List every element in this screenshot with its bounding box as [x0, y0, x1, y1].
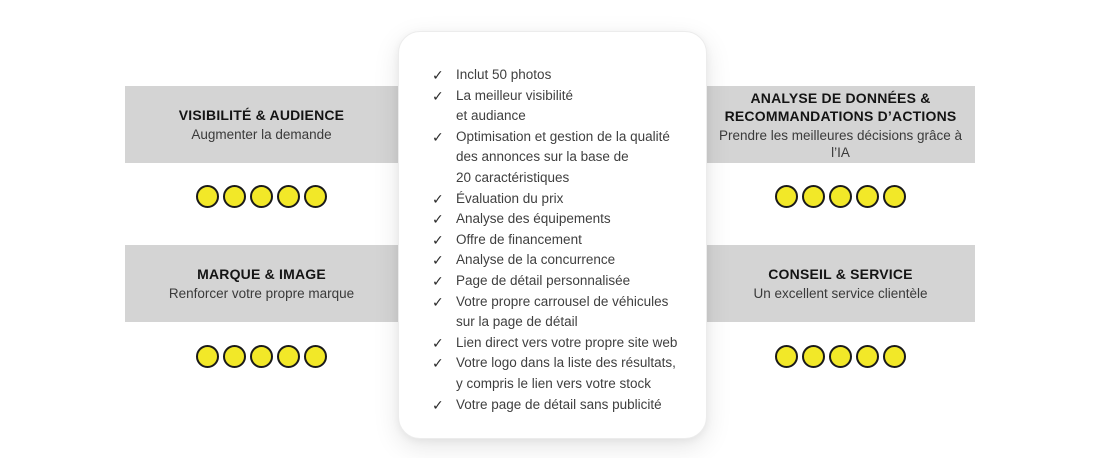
rating-circle: [856, 345, 879, 368]
quadrant-title: VISIBILITÉ & AUDIENCE: [178, 107, 345, 123]
quadrant-subtitle: Un excellent service clientèle: [753, 286, 928, 301]
checklist-item-text: Analyse des équipements: [456, 211, 611, 227]
check-icon: ✓: [432, 211, 444, 228]
rating-circles: [125, 185, 398, 208]
checklist: [432, 65, 686, 415]
check-icon: ✓: [432, 272, 444, 289]
checklist-item-text: La meilleur visibilité et audiance: [456, 87, 574, 124]
rating-circle: [196, 345, 219, 368]
checklist-item: [432, 209, 686, 230]
rating-circle: [223, 185, 246, 208]
quadrant-subtitle: Augmenter la demande: [191, 127, 332, 142]
checklist-item-text: Évaluation du prix: [456, 190, 564, 206]
check-icon: ✓: [432, 396, 444, 413]
check-icon: ✓: [432, 355, 444, 372]
checklist-item: [432, 292, 686, 333]
checklist-item: [432, 353, 686, 394]
check-icon: ✓: [432, 87, 444, 104]
quadrant-title: ANALYSE DE DONNÉES & RECOMMANDATIONS D’ACTIONS: [724, 89, 957, 124]
quadrant-subtitle: Prendre les meilleures décisions grâce à l’IA: [718, 127, 963, 160]
rating-circle: [883, 345, 906, 368]
checklist-item-text: Votre logo dans la liste des résultats, y compris le lien vers votre stock: [456, 355, 676, 391]
rating-circle: [802, 345, 825, 368]
check-icon: ✓: [432, 67, 444, 83]
quadrant-subtitle: Renforcer votre propre marque: [168, 286, 355, 301]
rating-circle: [304, 185, 327, 208]
checklist-item-text: Analyse de la concurrence: [456, 252, 616, 268]
check-icon: ✓: [432, 252, 444, 269]
quadrant-title: MARQUE & IMAGE: [197, 266, 326, 282]
checklist-item: [432, 189, 686, 210]
checklist-item: [432, 271, 686, 292]
checklist-item: [432, 395, 686, 416]
quadrant-box-visibilite-audience: [125, 86, 398, 163]
rating-circle: [883, 185, 906, 208]
rating-circle: [802, 185, 825, 208]
checklist-item-text: Votre page de détail sans publicité: [456, 396, 662, 412]
checklist-item: [432, 65, 686, 86]
rating-circle: [829, 345, 852, 368]
checklist-item: [432, 86, 686, 127]
quadrant-box-analyse-donnees: [706, 86, 975, 163]
features-card: [398, 31, 707, 439]
checklist-item-text: Inclut 50 photos: [456, 67, 552, 82]
check-icon: ✓: [432, 190, 444, 207]
rating-circle: [196, 185, 219, 208]
rating-circle: [250, 185, 273, 208]
quadrant-box-marque-image: [125, 245, 398, 322]
checklist-item-text: Offre de financement: [456, 231, 582, 247]
rating-circle: [277, 345, 300, 368]
rating-circle: [223, 345, 246, 368]
rating-circles: [125, 345, 398, 368]
checklist-item-text: Optimisation et gestion de la qualité des annonces sur la base de 20 caractéristiques: [456, 128, 670, 185]
check-icon: ✓: [432, 334, 444, 351]
rating-circle: [775, 185, 798, 208]
rating-circle: [829, 185, 852, 208]
rating-circle: [775, 345, 798, 368]
checklist-item: [432, 127, 686, 189]
quadrant-title: CONSEIL & SERVICE: [768, 266, 913, 282]
checklist-item-text: Lien direct vers votre propre site web: [456, 334, 678, 350]
checklist-item: [432, 230, 686, 251]
checklist-item: [432, 250, 686, 271]
rating-circle: [250, 345, 273, 368]
rating-circles: [706, 185, 975, 208]
check-icon: ✓: [432, 128, 444, 145]
rating-circles: [706, 345, 975, 368]
checklist-item-text: Votre propre carrousel de véhicules sur la page de détail: [456, 293, 669, 330]
rating-circle: [304, 345, 327, 368]
check-icon: ✓: [432, 231, 444, 248]
checklist-item: [432, 333, 686, 354]
check-icon: ✓: [432, 293, 444, 310]
quadrant-box-conseil-service: [706, 245, 975, 322]
rating-circle: [856, 185, 879, 208]
rating-circle: [277, 185, 300, 208]
checklist-item-text: Page de détail personnalisée: [456, 272, 631, 288]
